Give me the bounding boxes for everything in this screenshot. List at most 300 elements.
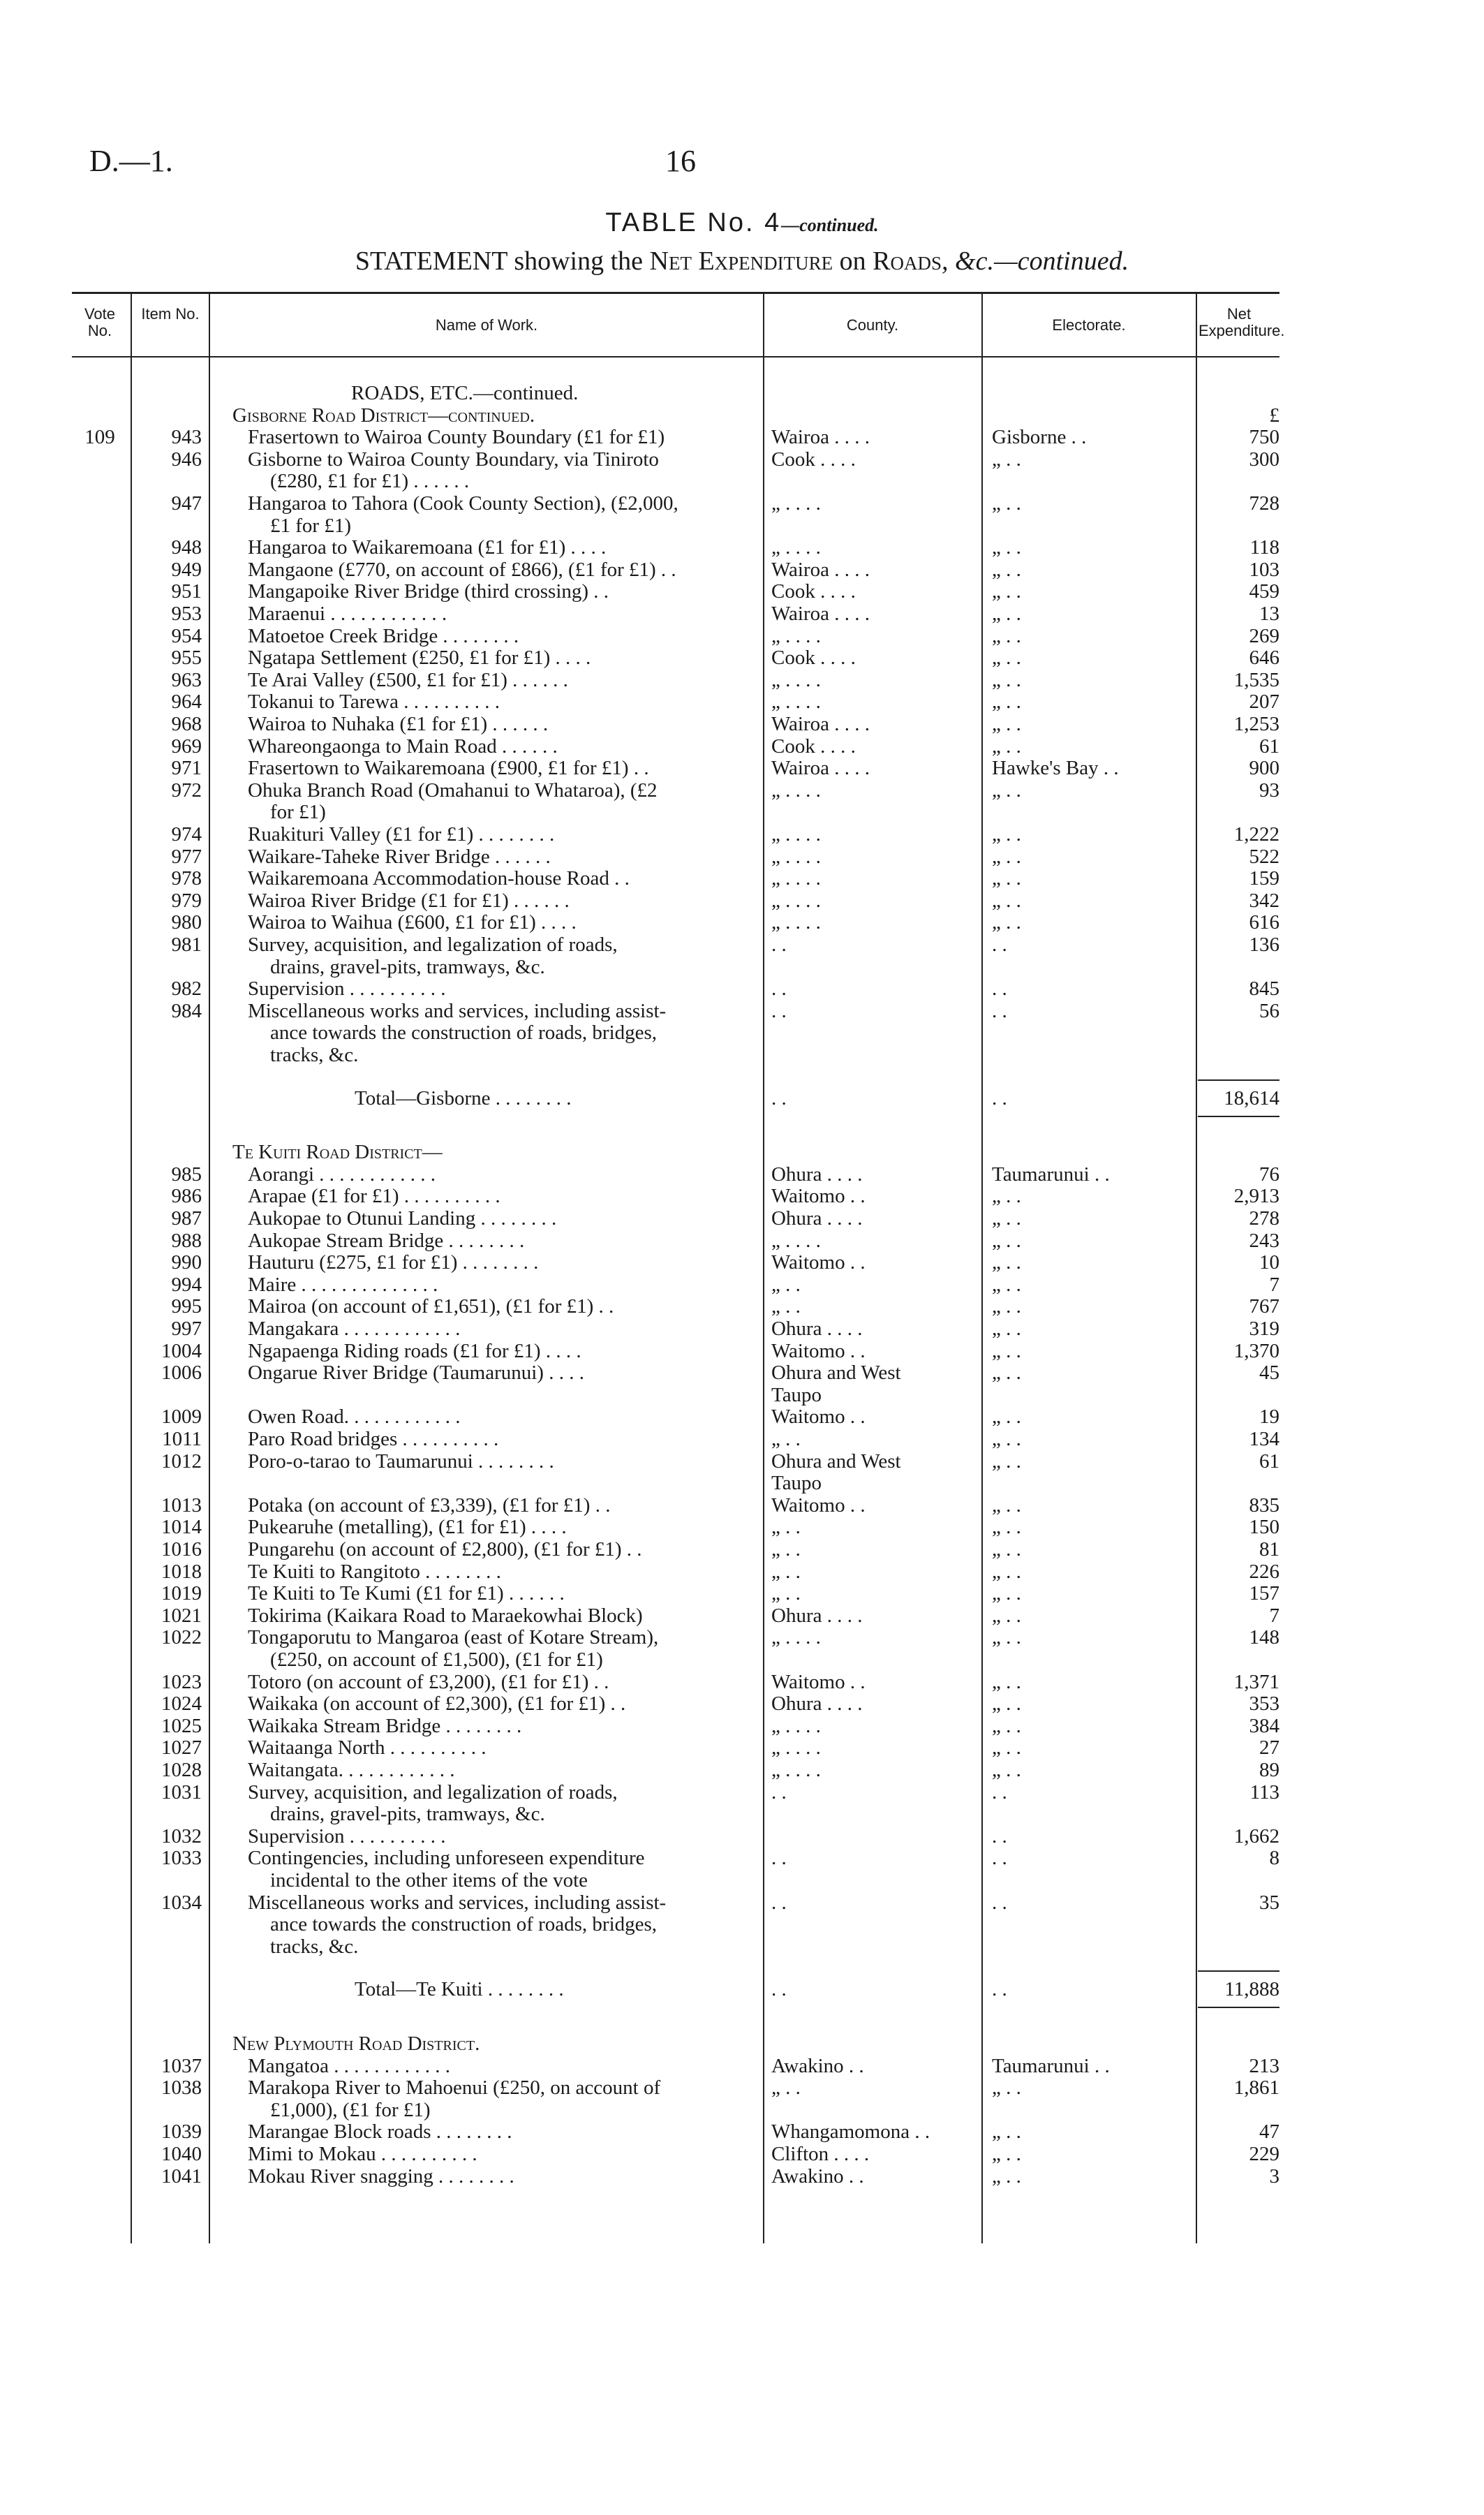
electorate-name: „ . . bbox=[992, 2165, 1021, 2188]
table-top-rule bbox=[72, 292, 1279, 294]
net-expenditure: 93 bbox=[1259, 779, 1279, 802]
electorate-name: „ . . bbox=[992, 1340, 1021, 1362]
county-name: . . bbox=[771, 1781, 787, 1804]
electorate-name: „ . . bbox=[992, 713, 1021, 735]
electorate-name: . . bbox=[992, 1087, 1007, 1109]
item-number: 968 bbox=[171, 713, 202, 735]
work-name: £1 for £1) bbox=[270, 515, 351, 537]
work-name: Mairoa (on account of £1,651), (£1 for £1) . . bbox=[248, 1295, 614, 1318]
work-name: New Plymouth Road District. bbox=[232, 2033, 480, 2055]
county-name: „ . . bbox=[771, 1274, 801, 1296]
electorate-name: „ . . bbox=[992, 448, 1021, 471]
net-expenditure: 113 bbox=[1249, 1781, 1279, 1804]
work-name: Miscellaneous works and services, including assist- bbox=[248, 1000, 667, 1022]
work-name: Waikaka (on account of £2,300), (£1 for £1) . . bbox=[248, 1692, 626, 1715]
work-name: Ngatapa Settlement (£250, £1 for £1) . . . . bbox=[248, 647, 591, 669]
item-number: 1004 bbox=[161, 1340, 202, 1362]
net-expenditure: 159 bbox=[1249, 867, 1279, 890]
county-name: „ . . . . bbox=[771, 779, 821, 802]
electorate-name: „ . . bbox=[992, 1494, 1021, 1517]
electorate-name: „ . . bbox=[992, 1318, 1021, 1340]
county-name: „ . . . . bbox=[771, 1230, 821, 1252]
item-number: 1009 bbox=[161, 1406, 202, 1428]
net-expenditure: 767 bbox=[1249, 1295, 1279, 1318]
item-number: 1027 bbox=[161, 1736, 202, 1759]
county-name: Ohura . . . . bbox=[771, 1605, 863, 1627]
net-expenditure: 300 bbox=[1249, 448, 1279, 471]
item-number: 1022 bbox=[161, 1626, 202, 1649]
county-name: „ . . bbox=[771, 1295, 801, 1318]
work-name: Te Kuiti to Rangitoto . . . . . . . . bbox=[248, 1561, 501, 1583]
electorate-name: . . bbox=[992, 1000, 1007, 1022]
net-expenditure: 103 bbox=[1249, 559, 1279, 581]
table-subtitle bbox=[0, 246, 1484, 276]
electorate-name: „ . . bbox=[992, 1561, 1021, 1583]
county-name: Whangamomona . . bbox=[771, 2121, 930, 2143]
county-name: „ . . . . bbox=[771, 1736, 821, 1759]
county-name: „ . . . . bbox=[771, 823, 821, 846]
work-name: Miscellaneous works and services, including assist- bbox=[248, 1891, 667, 1914]
net-expenditure: 384 bbox=[1249, 1715, 1279, 1737]
item-number: 972 bbox=[171, 779, 202, 802]
item-number: 1023 bbox=[161, 1671, 202, 1693]
county-name: Wairoa . . . . bbox=[771, 559, 870, 581]
work-name: Survey, acquisition, and legalization of roads, bbox=[248, 934, 618, 956]
net-expenditure: 47 bbox=[1259, 2121, 1279, 2143]
net-expenditure: 278 bbox=[1249, 1207, 1279, 1230]
electorate-name: „ . . bbox=[992, 1692, 1021, 1715]
net-expenditure: 27 bbox=[1259, 1736, 1279, 1759]
work-name: Owen Road. . . . . . . . . . . . bbox=[248, 1406, 461, 1428]
item-number: 1012 bbox=[161, 1450, 202, 1473]
item-number: 1006 bbox=[161, 1362, 202, 1384]
item-number: 1019 bbox=[161, 1582, 202, 1605]
work-name: Tongaporutu to Mangaroa (east of Kotare Stream), bbox=[248, 1626, 659, 1649]
county-name: Wairoa . . . . bbox=[771, 426, 870, 448]
net-expenditure: 207 bbox=[1249, 691, 1279, 713]
net-expenditure: 353 bbox=[1249, 1692, 1279, 1715]
item-number: 997 bbox=[171, 1318, 202, 1340]
work-name: Whareongaonga to Main Road . . . . . . bbox=[248, 735, 558, 758]
item-number: 954 bbox=[171, 625, 202, 647]
item-number: 1037 bbox=[161, 2055, 202, 2077]
item-number: 994 bbox=[171, 1274, 202, 1296]
item-number: 1039 bbox=[161, 2121, 202, 2143]
item-number: 1041 bbox=[161, 2165, 202, 2188]
county-name: „ . . . . bbox=[771, 867, 821, 890]
county-name: Cook . . . . bbox=[771, 448, 856, 471]
work-name: ance towards the construction of roads, bridges, bbox=[270, 1913, 658, 1935]
item-number: 1031 bbox=[161, 1781, 202, 1804]
net-expenditure: 1,535 bbox=[1233, 669, 1279, 691]
county-name: „ . . . . bbox=[771, 536, 821, 559]
electorate-name: . . bbox=[992, 1781, 1007, 1804]
item-number: 1018 bbox=[161, 1561, 202, 1583]
county-name: . . bbox=[771, 1000, 787, 1022]
net-expenditure: 229 bbox=[1249, 2143, 1279, 2165]
electorate-name: „ . . bbox=[992, 1538, 1021, 1561]
work-name: Te Arai Valley (£500, £1 for £1) . . . . . . bbox=[248, 669, 568, 691]
page-number: 16 bbox=[665, 144, 696, 178]
electorate-name: „ . . bbox=[992, 1428, 1021, 1450]
work-name: Mangaone (£770, on account of £866), (£1 for £1) . . bbox=[248, 559, 676, 581]
net-expenditure: 342 bbox=[1249, 890, 1279, 912]
subtitle-tail: , &c.—continued. bbox=[942, 246, 1129, 276]
county-name: Ohura . . . . bbox=[771, 1318, 863, 1340]
work-name: Waikare-Taheke River Bridge . . . . . . bbox=[248, 846, 551, 868]
net-expenditure: 18,614 bbox=[1224, 1087, 1279, 1109]
work-name: Ngapaenga Riding roads (£1 for £1) . . . . bbox=[248, 1340, 581, 1362]
item-number: 947 bbox=[171, 492, 202, 515]
item-number: 974 bbox=[171, 823, 202, 846]
work-name: ROADS, ETC.—continued. bbox=[351, 382, 579, 404]
electorate-name: „ . . bbox=[992, 1736, 1021, 1759]
electorate-name: Gisborne . . bbox=[992, 426, 1087, 448]
county-name: Cook . . . . bbox=[771, 647, 856, 669]
table-title-main: TABLE No. 4 bbox=[605, 208, 782, 237]
county-name: Clifton . . . . bbox=[771, 2143, 870, 2165]
net-expenditure: 118 bbox=[1249, 536, 1279, 559]
electorate-name: . . bbox=[992, 1825, 1007, 1847]
county-name: Wairoa . . . . bbox=[771, 757, 870, 779]
work-name: drains, gravel-pits, tramways, &c. bbox=[270, 956, 545, 978]
work-name: Frasertown to Waikaremoana (£900, £1 for £1) . . bbox=[248, 757, 649, 779]
col-head-net: Net Expenditure. bbox=[1199, 305, 1285, 339]
electorate-name: „ . . bbox=[992, 669, 1021, 691]
work-name: Mangatoa . . . . . . . . . . . . bbox=[248, 2055, 450, 2077]
county-name: „ . . . . bbox=[771, 691, 821, 713]
work-name: Survey, acquisition, and legalization of roads, bbox=[248, 1781, 618, 1804]
table-title bbox=[0, 208, 1484, 238]
county-name: Cook . . . . bbox=[771, 580, 856, 603]
county-name: „ . . . . bbox=[771, 625, 821, 647]
item-number: 1025 bbox=[161, 1715, 202, 1737]
net-expenditure: 835 bbox=[1249, 1494, 1279, 1517]
electorate-name: „ . . bbox=[992, 559, 1021, 581]
work-name: Totoro (on account of £3,200), (£1 for £1) . . bbox=[248, 1671, 609, 1693]
work-name: drains, gravel-pits, tramways, &c. bbox=[270, 1803, 545, 1825]
county-name: Ohura and West bbox=[771, 1450, 901, 1473]
work-name: Contingencies, including unforeseen expenditure bbox=[248, 1847, 645, 1869]
county-name: Waitomo . . bbox=[771, 1185, 866, 1207]
county-name: „ . . bbox=[771, 1561, 801, 1583]
work-name: Potaka (on account of £3,339), (£1 for £1) . . bbox=[248, 1494, 611, 1517]
net-expenditure: 269 bbox=[1249, 625, 1279, 647]
net-expenditure: 11,888 bbox=[1224, 1978, 1279, 2000]
net-expenditure: 150 bbox=[1249, 1516, 1279, 1538]
work-name: Waikaremoana Accommodation-house Road . . bbox=[248, 867, 630, 890]
work-name: Poro-o-tarao to Taumarunui . . . . . . . . bbox=[248, 1450, 554, 1473]
work-name: Waikaka Stream Bridge . . . . . . . . bbox=[248, 1715, 522, 1737]
net-expenditure: 7 bbox=[1269, 1605, 1279, 1627]
work-name: ance towards the construction of roads, bridges, bbox=[270, 1022, 658, 1044]
county-name: „ . . . . bbox=[771, 1715, 821, 1737]
electorate-name: „ . . bbox=[992, 691, 1021, 713]
electorate-name: . . bbox=[992, 934, 1007, 956]
county-name: „ . . . . bbox=[771, 1759, 821, 1781]
electorate-name: „ . . bbox=[992, 2121, 1021, 2143]
work-name: (£280, £1 for £1) . . . . . . bbox=[270, 470, 470, 492]
county-name: Waitomo . . bbox=[771, 1406, 866, 1428]
electorate-name: „ . . bbox=[992, 1207, 1021, 1230]
net-expenditure: 10 bbox=[1259, 1251, 1279, 1274]
item-number: 987 bbox=[171, 1207, 202, 1230]
county-name: „ . . bbox=[771, 1516, 801, 1538]
county-name: . . bbox=[771, 1847, 787, 1869]
col-divider bbox=[981, 292, 983, 2243]
subtitle-mid: on bbox=[839, 246, 866, 276]
net-expenditure: 61 bbox=[1259, 1450, 1279, 1473]
item-number: 949 bbox=[171, 559, 202, 581]
county-name: „ . . . . bbox=[771, 846, 821, 868]
item-number: 1016 bbox=[161, 1538, 202, 1561]
electorate-name: „ . . bbox=[992, 1626, 1021, 1649]
col-divider bbox=[209, 292, 210, 2243]
work-name: Aukopae Stream Bridge . . . . . . . . bbox=[248, 1230, 525, 1252]
work-name: Pukearuhe (metalling), (£1 for £1) . . . . bbox=[248, 1516, 567, 1538]
item-number: 990 bbox=[171, 1251, 202, 1274]
electorate-name: „ . . bbox=[992, 2143, 1021, 2165]
work-name: Maire . . . . . . . . . . . . . . bbox=[248, 1274, 438, 1296]
net-expenditure: 1,662 bbox=[1233, 1825, 1279, 1847]
work-name: Mangakara . . . . . . . . . . . . bbox=[248, 1318, 461, 1340]
net-expenditure: 3 bbox=[1269, 2165, 1279, 2188]
net-expenditure: 1,371 bbox=[1233, 1671, 1279, 1693]
electorate-name: „ . . bbox=[992, 846, 1021, 868]
electorate-name: „ . . bbox=[992, 1450, 1021, 1473]
work-name: Wairoa River Bridge (£1 for £1) . . . . . . bbox=[248, 890, 570, 912]
electorate-name: „ . . bbox=[992, 867, 1021, 890]
county-name: Ohura . . . . bbox=[771, 1163, 863, 1186]
net-expenditure: 616 bbox=[1249, 911, 1279, 934]
electorate-name: „ . . bbox=[992, 1230, 1021, 1252]
electorate-name: . . bbox=[992, 1891, 1007, 1914]
county-name: . . bbox=[771, 1978, 787, 2000]
county-name: . . bbox=[771, 1087, 787, 1109]
work-name: Hauturu (£275, £1 for £1) . . . . . . . . bbox=[248, 1251, 539, 1274]
item-number: 982 bbox=[171, 978, 202, 1000]
work-name: Marangae Block roads . . . . . . . . bbox=[248, 2121, 512, 2143]
item-number: 985 bbox=[171, 1163, 202, 1186]
col-head-vote: Vote No. bbox=[84, 305, 116, 339]
net-expenditure: 76 bbox=[1259, 1163, 1279, 1186]
electorate-name: „ . . bbox=[992, 1582, 1021, 1605]
item-number: 971 bbox=[171, 757, 202, 779]
total-rule-top bbox=[1198, 1079, 1279, 1081]
county-name: Waitomo . . bbox=[771, 1671, 866, 1693]
work-name: Maraenui . . . . . . . . . . . . bbox=[248, 603, 447, 625]
net-expenditure: 89 bbox=[1259, 1759, 1279, 1781]
net-expenditure: 1,253 bbox=[1233, 713, 1279, 735]
net-expenditure: 1,370 bbox=[1233, 1340, 1279, 1362]
county-name: „ . . bbox=[771, 1428, 801, 1450]
net-expenditure: 319 bbox=[1249, 1318, 1279, 1340]
item-number: 988 bbox=[171, 1230, 202, 1252]
electorate-name: „ . . bbox=[992, 625, 1021, 647]
county-name: Waitomo . . bbox=[771, 1494, 866, 1517]
electorate-name: „ . . bbox=[992, 1759, 1021, 1781]
county-name: Ohura and West bbox=[771, 1362, 901, 1384]
electorate-name: Taumarunui . . bbox=[992, 1163, 1110, 1186]
work-name: Waitaanga North . . . . . . . . . . bbox=[248, 1736, 487, 1759]
electorate-name: „ . . bbox=[992, 911, 1021, 934]
work-name: Matoetoe Creek Bridge . . . . . . . . bbox=[248, 625, 519, 647]
item-number: 943 bbox=[171, 426, 202, 448]
work-name: Total—Gisborne . . . . . . . . bbox=[355, 1087, 572, 1109]
net-expenditure: 646 bbox=[1249, 647, 1279, 669]
work-name: Supervision . . . . . . . . . . bbox=[248, 978, 446, 1000]
county-name: Awakino . . bbox=[771, 2055, 864, 2077]
net-expenditure: 148 bbox=[1249, 1626, 1279, 1649]
item-number: 984 bbox=[171, 1000, 202, 1022]
subtitle-caps2: Roads bbox=[873, 246, 942, 276]
vote-number: 109 bbox=[84, 426, 115, 448]
item-number: 1032 bbox=[161, 1825, 202, 1847]
electorate-name: . . bbox=[992, 1978, 1007, 2000]
total-rule-bottom bbox=[1198, 1116, 1279, 1117]
item-number: 978 bbox=[171, 867, 202, 890]
work-name: Arapae (£1 for £1) . . . . . . . . . . bbox=[248, 1185, 500, 1207]
item-number: 951 bbox=[171, 580, 202, 603]
net-expenditure: 157 bbox=[1249, 1582, 1279, 1605]
item-number: 1038 bbox=[161, 2077, 202, 2099]
electorate-name: . . bbox=[992, 1847, 1007, 1869]
net-expenditure: 56 bbox=[1259, 1000, 1279, 1022]
net-expenditure: 728 bbox=[1249, 492, 1279, 515]
item-number: 1034 bbox=[161, 1891, 202, 1914]
electorate-name: Taumarunui . . bbox=[992, 2055, 1110, 2077]
electorate-name: „ . . bbox=[992, 1715, 1021, 1737]
item-number: 979 bbox=[171, 890, 202, 912]
net-expenditure: 13 bbox=[1259, 603, 1279, 625]
electorate-name: „ . . bbox=[992, 2077, 1021, 2099]
item-number: 969 bbox=[171, 735, 202, 758]
electorate-name: „ . . bbox=[992, 1185, 1021, 1207]
work-name: Mokau River snagging . . . . . . . . bbox=[248, 2165, 514, 2188]
electorate-name: Hawke's Bay . . bbox=[992, 757, 1119, 779]
subtitle-lead: STATEMENT showing the bbox=[355, 246, 644, 276]
electorate-name: . . bbox=[992, 978, 1007, 1000]
work-name: for £1) bbox=[270, 801, 326, 823]
county-name: „ . . bbox=[771, 2077, 801, 2099]
net-expenditure: 136 bbox=[1249, 934, 1279, 956]
net-expenditure: 845 bbox=[1249, 978, 1279, 1000]
net-expenditure: 2,913 bbox=[1233, 1185, 1279, 1207]
net-expenditure: 134 bbox=[1249, 1428, 1279, 1450]
work-name: £1,000), (£1 for £1) bbox=[270, 2099, 431, 2121]
item-number: 1028 bbox=[161, 1759, 202, 1781]
item-number: 1033 bbox=[161, 1847, 202, 1869]
electorate-name: „ . . bbox=[992, 1362, 1021, 1384]
county-name: Taupo bbox=[771, 1384, 822, 1406]
net-expenditure: 750 bbox=[1249, 426, 1279, 448]
work-name: Ruakituri Valley (£1 for £1) . . . . . . . . bbox=[248, 823, 555, 846]
item-number: 953 bbox=[171, 603, 202, 625]
work-name: Gisborne Road District—continued. bbox=[232, 404, 535, 427]
electorate-name: „ . . bbox=[992, 1671, 1021, 1693]
table-head-rule bbox=[72, 356, 1279, 357]
work-name: Te Kuiti Road District— bbox=[232, 1141, 443, 1163]
work-name: tracks, &c. bbox=[270, 1935, 359, 1958]
electorate-name: „ . . bbox=[992, 647, 1021, 669]
county-name: „ . . . . bbox=[771, 911, 821, 934]
section-code: D.—1. bbox=[89, 144, 173, 178]
item-number: 964 bbox=[171, 691, 202, 713]
item-number: 980 bbox=[171, 911, 202, 934]
net-expenditure: 7 bbox=[1269, 1274, 1279, 1296]
total-rule-top bbox=[1198, 1970, 1279, 1972]
work-name: (£250, on account of £1,500), (£1 for £1) bbox=[270, 1649, 603, 1671]
county-name: Awakino . . bbox=[771, 2165, 864, 2188]
county-name: „ . . . . bbox=[771, 669, 821, 691]
item-number: 1021 bbox=[161, 1605, 202, 1627]
work-name: Hangaroa to Waikaremoana (£1 for £1) . . . . bbox=[248, 536, 607, 559]
work-name: Total—Te Kuiti . . . . . . . . bbox=[355, 1978, 564, 2000]
county-name: Waitomo . . bbox=[771, 1251, 866, 1274]
county-name: Wairoa . . . . bbox=[771, 713, 870, 735]
work-name: Wairoa to Nuhaka (£1 for £1) . . . . . . bbox=[248, 713, 549, 735]
work-name: tracks, &c. bbox=[270, 1044, 359, 1066]
work-name: incidental to the other items of the vote bbox=[270, 1869, 588, 1891]
net-expenditure: 1,222 bbox=[1233, 823, 1279, 846]
work-name: Mimi to Mokau . . . . . . . . . . bbox=[248, 2143, 477, 2165]
county-name: Wairoa . . . . bbox=[771, 603, 870, 625]
work-name: Ongarue River Bridge (Taumarunui) . . . . bbox=[248, 1362, 584, 1384]
net-expenditure: 45 bbox=[1259, 1362, 1279, 1384]
work-name: Mangapoike River Bridge (third crossing) . . bbox=[248, 580, 609, 603]
work-name: Aukopae to Otunui Landing . . . . . . . . bbox=[248, 1207, 557, 1230]
item-number: 1040 bbox=[161, 2143, 202, 2165]
county-name: . . bbox=[771, 1891, 787, 1914]
electorate-name: „ . . bbox=[992, 779, 1021, 802]
work-name: Paro Road bridges . . . . . . . . . . bbox=[248, 1428, 499, 1450]
county-name: „ . . bbox=[771, 1582, 801, 1605]
work-name: Tokanui to Tarewa . . . . . . . . . . bbox=[248, 691, 500, 713]
work-name: Frasertown to Wairoa County Boundary (£1 for £1) bbox=[248, 426, 665, 448]
electorate-name: „ . . bbox=[992, 1605, 1021, 1627]
item-number: 946 bbox=[171, 448, 202, 471]
county-name: „ . . . . bbox=[771, 890, 821, 912]
table-title-continued: —continued. bbox=[781, 215, 879, 235]
col-head-name: Name of Work. bbox=[435, 316, 538, 334]
net-expenditure: 243 bbox=[1249, 1230, 1279, 1252]
work-name: Supervision . . . . . . . . . . bbox=[248, 1825, 446, 1847]
item-number: 955 bbox=[171, 647, 202, 669]
subtitle-caps: Net Expenditure bbox=[649, 246, 833, 276]
electorate-name: „ . . bbox=[992, 580, 1021, 603]
net-expenditure: 81 bbox=[1259, 1538, 1279, 1561]
net-expenditure: 1,861 bbox=[1233, 2077, 1279, 2099]
work-name: Wairoa to Waihua (£600, £1 for £1) . . . . bbox=[248, 911, 577, 934]
county-name: Taupo bbox=[771, 1472, 822, 1494]
expenditure-table bbox=[72, 292, 1285, 2243]
work-name: Marakopa River to Mahoenui (£250, on account of bbox=[248, 2077, 661, 2099]
electorate-name: „ . . bbox=[992, 1406, 1021, 1428]
work-name: Ohuka Branch Road (Omahanui to Whataroa), (£2 bbox=[248, 779, 658, 802]
work-name: Tokirima (Kaikara Road to Maraekowhai Block) bbox=[248, 1605, 643, 1627]
item-number: 1014 bbox=[161, 1516, 202, 1538]
item-number: 1011 bbox=[162, 1428, 202, 1450]
work-name: Pungarehu (on account of £2,800), (£1 for £1) . . bbox=[248, 1538, 642, 1561]
item-number: 1024 bbox=[161, 1692, 202, 1715]
electorate-name: „ . . bbox=[992, 492, 1021, 515]
item-number: 977 bbox=[171, 846, 202, 868]
item-number: 1013 bbox=[161, 1494, 202, 1517]
electorate-name: „ . . bbox=[992, 1295, 1021, 1318]
item-number: 963 bbox=[171, 669, 202, 691]
net-expenditure: £ bbox=[1269, 404, 1279, 427]
item-number: 986 bbox=[171, 1185, 202, 1207]
